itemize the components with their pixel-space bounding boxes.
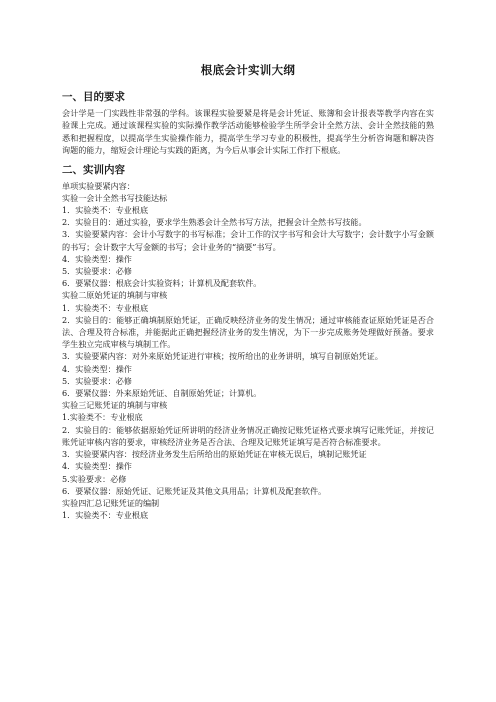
content-line: 5．实验要求：必修 [62,375,132,386]
document-title: 根底会计实训大纲 [200,63,296,77]
content-line: 5．实验要求：必修 [62,266,132,277]
section-heading-content: 二、实训内容 [62,163,125,176]
content-line: 6．要紧仪器：根底会计实验资料；计算机及配套软件。 [62,278,262,289]
experiment-title: 实验四汇总记账凭证的编制 [62,497,160,508]
content-line: 1．实验类不：专业根底 [62,302,149,313]
content-line: 4．实验类型：操作 [62,461,132,472]
experiment-title: 实验二原始凭证的填制与审核 [62,290,168,301]
content-line: 1．实验类不：专业根底 [62,510,149,521]
content-line: 6．要紧仪器：外来原始凭证、自制原始凭证；计算机。 [62,388,262,399]
content-line: 4．实验类型：操作 [62,363,132,374]
content-line: 3．实验要紧内容：按经济业务发生后所给出的原始凭证在审核无误后，填制记账凭证 [62,449,367,460]
experiment-title: 实验一会计全然书写技能达标 [62,192,168,203]
content-line: 单项实验要紧内容： [62,180,135,191]
content-line: 1.实验类不：专业根底 [62,412,143,423]
content-line: 6．要紧仪器：原始凭证、记账凭证及其他文具用品；计算机及配套软件。 [62,485,327,496]
content-line: 2．实验目的：能够依据原始凭证所讲明的经济业务情况正确按记账凭证格式要求填写记账凭证，并按记账凭证审核内容的要求，审核经济业务是否合法、合理及记账凭证填写是否符合标准要求。 [62,424,434,447]
content-line: 5.实验要求：必修 [62,473,127,484]
training-content-list [62,180,434,522]
content-line: 3．实验要紧内容：对外来原始凭证进行审核；按所给出的业务讲明，填写自制原始凭证。 [62,351,383,362]
content-line: 1．实验类不：专业根底 [62,205,149,216]
content-line: 2．实验目的：通过实验，要求学生熟悉会计全然书写方法，把握会计全然书写技能。 [62,217,367,228]
experiment-title: 实验三记账凭证的填制与审核 [62,400,168,411]
objectives-paragraph: 会计学是一门实践性非常强的学科。该课程实验要紧是将是会计凭证、账簿和会计报表等教学内容在实验课上完成。通过该课程实验的实际操作教学活动能够检验学生所学会计全然方法、会计全然技能的熟悉和把握程度，以提高学生实验操作能力，提高学生学习专业的积极性，提高学生分析咨询题和解决咨询题的能力，缩短会计理论与实践的距离，为今后从事会计实际工作打下根底。 [62,108,434,156]
content-line: 3．实验要紧内容：会计小写数字的书写标准；会计工作的汉字书写和会计大写数字；会计数字小写金额的书写；会计数字大写金额的书写；会计业务的“摘要”书写。 [62,229,434,252]
content-line: 2．实验目的：能够正确填制原始凭证，正确反映经济业务的发生情况；通过审核能查证原始凭证是否合法、合理及符合标准，并能据此正确把握经济业务的发生情况，为下一步完成账务处理做好预备。要求学生独立完成审核与填制工作。 [62,314,434,350]
content-line: 4．实验类型：操作 [62,253,132,264]
section-heading-objectives: 一、目的要求 [62,91,125,103]
